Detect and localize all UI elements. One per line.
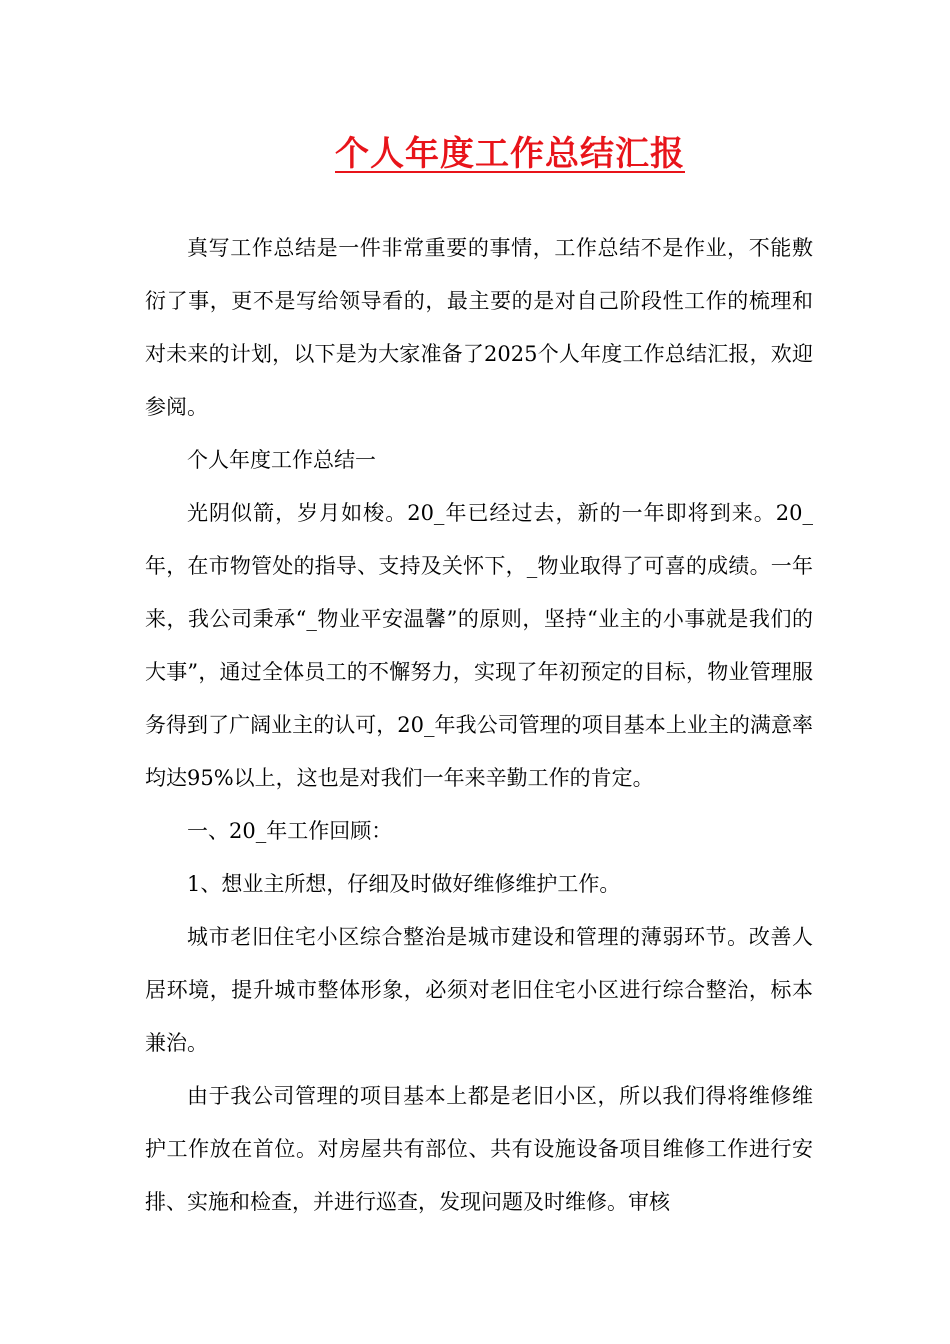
section-heading-summary-one: 个人年度工作总结一 — [187, 448, 376, 472]
document-body — [145, 222, 813, 1229]
paragraph-maintenance-priority: 由于我公司管理的项目基本上都是老旧小区，所以我们得将维修维护工作放在首位。对房屋共有部位、共有设施设备项目维修工作进行安排、实施和检查，并进行巡查，发现问题及时维修。审核 — [145, 1084, 813, 1214]
paragraph-intro: 真写工作总结是一件非常重要的事情，工作总结不是作业，不能敷衍了事，更不是写给领导看的，最主要的是对自己阶段性工作的梳理和对未来的计划，以下是为大家准备了2025个人年度工作总结汇报，欢迎参阅。 — [145, 236, 813, 419]
paragraph-renovation: 城市老旧住宅小区综合整治是城市建设和管理的薄弱环节。改善人居环境，提升城市整体形象，必须对老旧住宅小区进行综合整治，标本兼治。 — [145, 925, 813, 1055]
paragraph-year-review: 光阴似箭，岁月如梭。20_年已经过去，新的一年即将到来。20_年，在市物管处的指导、支持及关怀下，_物业取得了可喜的成绩。一年来，我公司秉承“_物业平安温馨”的原则，坚持“业主的小事就是我们的大事”，通过全体员工的不懈努力，实现了年初预定的目标，物业管理服务得到了广阔业主的认可，20_年我公司管理的项目基本上业主的满意率均达95%以上，这也是对我们一年来辛勤工作的肯定。 — [145, 501, 813, 790]
section-heading-work-review: 一、20_年工作回顾： — [187, 819, 393, 843]
subheading-maintenance: 1、想业主所想，仔细及时做好维修维护工作。 — [187, 872, 621, 896]
document-title: 个人年度工作总结汇报 — [335, 134, 685, 174]
